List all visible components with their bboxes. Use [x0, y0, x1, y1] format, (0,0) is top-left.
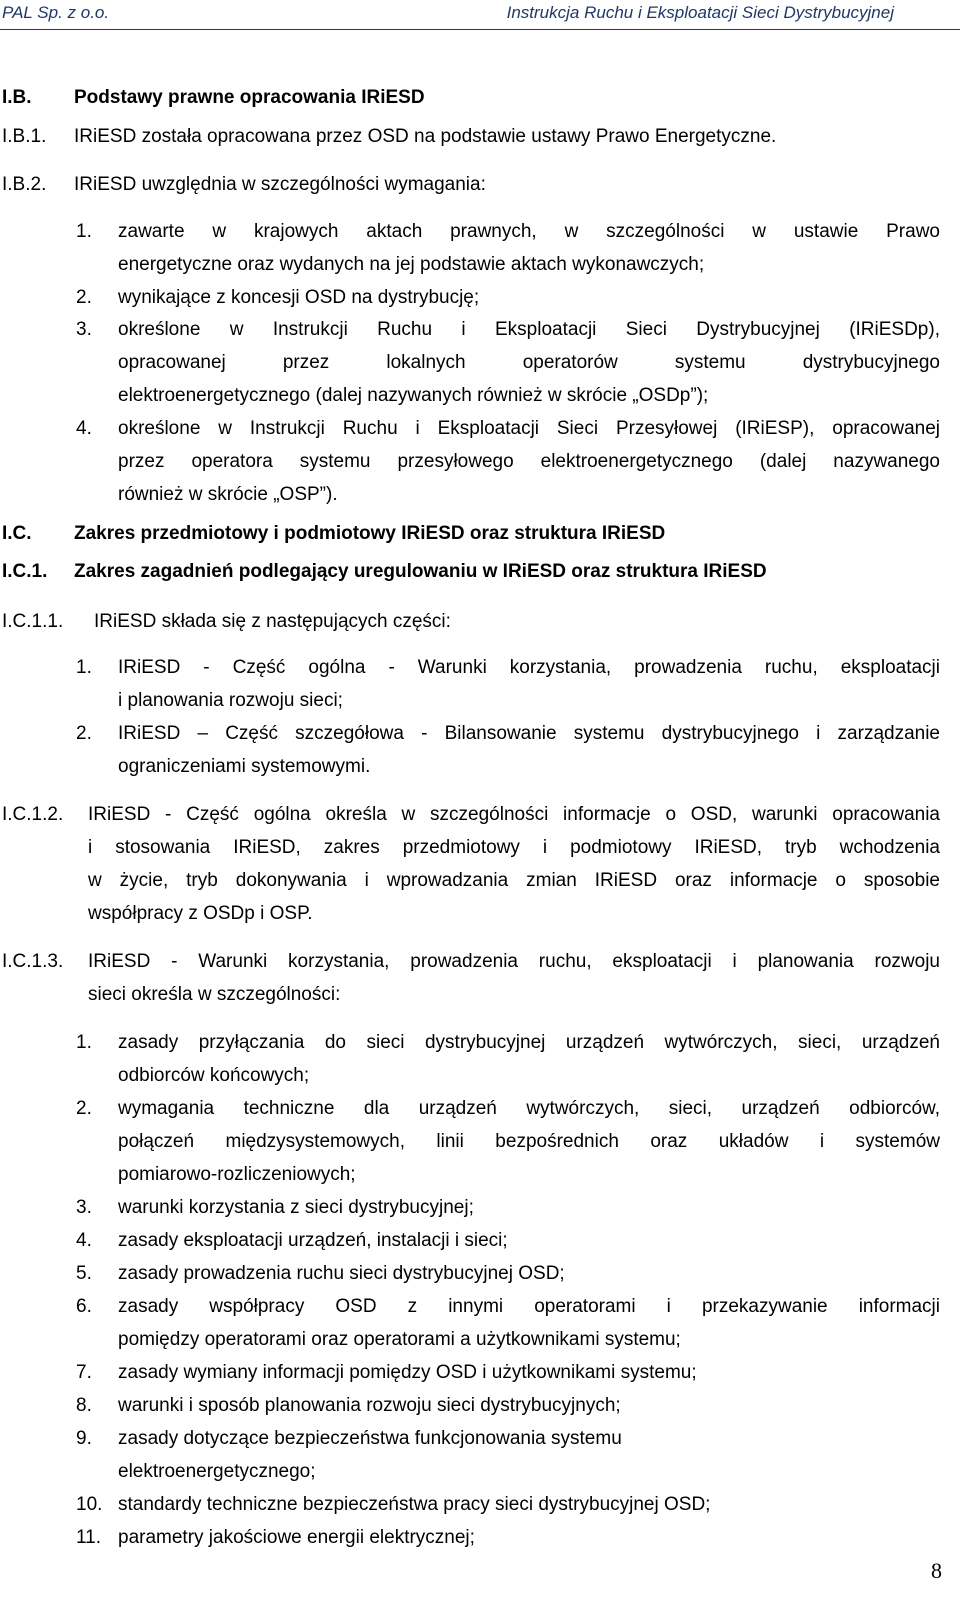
section-number: I.B.: [2, 87, 32, 108]
paragraph-line: sieci określa w szczególności:: [88, 984, 341, 1005]
list-item-line: IRiESD – Część szczegółowa - Bilansowanie systemu dystrybucyjnego i zarządzanie: [118, 723, 940, 744]
paragraph-line: IRiESD uwzględnia w szczególności wymagania:: [74, 174, 486, 195]
paragraph-line: IRiESD została opracowana przez OSD na podstawie ustawy Prawo Energetyczne.: [74, 126, 777, 147]
list-item-line: pomiarowo-rozliczeniowych;: [118, 1164, 356, 1185]
list-item-line: warunki i sposób planowania rozwoju sieci dystrybucyjnych;: [118, 1395, 621, 1416]
header-rule: [0, 29, 960, 30]
list-number: 8.: [76, 1395, 92, 1416]
list-number: 5.: [76, 1263, 92, 1284]
page-number: 8: [931, 1558, 942, 1583]
section-number: I.C.1.3.: [2, 951, 64, 972]
list-number: 4.: [76, 418, 92, 439]
list-item-line: parametry jakościowe energii elektrycznej;: [118, 1527, 475, 1548]
list-item-line: zawarte w krajowych aktach prawnych, w szczególności w ustawie Prawo: [118, 221, 940, 242]
list-item-line: pomiędzy operatorami oraz operatorami a użytkownikami systemu;: [118, 1329, 681, 1350]
paragraph-line: w życie, tryb dokonywania i wprowadzania zmian IRiESD oraz informacje o sposobie: [88, 870, 940, 891]
list-number: 1.: [76, 1032, 92, 1053]
list-number: 2.: [76, 287, 92, 308]
list-item-line: wynikające z koncesji OSD na dystrybucję;: [118, 287, 480, 308]
list-item-line: przez operatora systemu przesyłowego elektroenergetycznego (dalej nazywanego: [118, 451, 940, 472]
list-item-line: zasady współpracy OSD z innymi operatorami i przekazywanie informacji: [118, 1296, 940, 1317]
section-heading: Podstawy prawne opracowania IRiESD: [74, 87, 425, 108]
section-number: I.B.1.: [2, 126, 47, 147]
section-number: I.B.2.: [2, 174, 47, 195]
list-item-line: określone w Instrukcji Ruchu i Eksploatacji Sieci Przesyłowej (IRiESP), opracowanej: [118, 418, 940, 439]
list-number: 1.: [76, 657, 92, 678]
list-item-line: warunki korzystania z sieci dystrybucyjnej;: [118, 1197, 474, 1218]
paragraph-line: i stosowania IRiESD, zakres przedmiotowy i podmiotowy IRiESD, tryb wchodzenia: [88, 837, 940, 858]
paragraph-line: IRiESD - Część ogólna określa w szczególności informacje o OSD, warunki opracowania: [88, 804, 940, 825]
list-item-line: opracowanej przez lokalnych operatorów systemu dystrybucyjnego: [118, 352, 940, 373]
list-item-line: energetyczne oraz wydanych na jej podstawie aktach wykonawczych;: [118, 254, 705, 275]
paragraph-line: współpracy z OSDp i OSP.: [88, 903, 313, 924]
list-number: 11.: [76, 1527, 102, 1548]
list-item-line: odbiorców końcowych;: [118, 1065, 310, 1086]
list-item-line: IRiESD - Część ogólna - Warunki korzystania, prowadzenia ruchu, eksploatacji: [118, 657, 940, 678]
list-number: 1.: [76, 221, 92, 242]
list-number: 2.: [76, 1098, 92, 1119]
list-item-line: standardy techniczne bezpieczeństwa pracy sieci dystrybucyjnej OSD;: [118, 1494, 711, 1515]
list-item-line: określone w Instrukcji Ruchu i Eksploatacji Sieci Dystrybucyjnej (IRiESDp),: [118, 319, 940, 340]
list-item-line: zasady wymiany informacji pomiędzy OSD i użytkownikami systemu;: [118, 1362, 697, 1383]
section-heading: Zakres zagadnień podlegający uregulowaniu w IRiESD oraz struktura IRiESD: [74, 561, 767, 582]
list-item-line: również w skrócie „OSP”).: [118, 484, 338, 505]
section-number: I.C.1.: [2, 561, 48, 582]
list-item-line: elektroenergetycznego (dalej nazywanych również w skrócie „OSDp”);: [118, 385, 709, 406]
list-item-line: połączeń międzysystemowych, linii bezpośrednich oraz układów i systemów: [118, 1131, 940, 1152]
paragraph-line: IRiESD - Warunki korzystania, prowadzenia ruchu, eksploatacji i planowania rozwoju: [88, 951, 940, 972]
list-item-line: zasady eksploatacji urządzeń, instalacji i sieci;: [118, 1230, 508, 1251]
list-item-line: ograniczeniami systemowymi.: [118, 756, 371, 777]
list-item-line: wymagania techniczne dla urządzeń wytwórczych, sieci, urządzeń odbiorców,: [118, 1098, 940, 1119]
section-number: I.C.: [2, 523, 32, 544]
list-item-line: zasady przyłączania do sieci dystrybucyjnej urządzeń wytwórczych, sieci, urządzeń: [118, 1032, 940, 1053]
header-company: PAL Sp. z o.o.: [2, 3, 110, 22]
list-number: 10.: [76, 1494, 103, 1515]
list-number: 2.: [76, 723, 92, 744]
section-number: I.C.1.2.: [2, 804, 64, 825]
list-number: 3.: [76, 1197, 92, 1218]
list-item-line: zasady prowadzenia ruchu sieci dystrybucyjnej OSD;: [118, 1263, 565, 1284]
list-item-line: i planowania rozwoju sieci;: [118, 690, 343, 711]
list-number: 3.: [76, 319, 92, 340]
header-document-title: Instrukcja Ruchu i Eksploatacji Sieci Dystrybucyjnej: [506, 3, 894, 22]
page-header: [0, 0, 960, 30]
list-number: 9.: [76, 1428, 92, 1449]
section-number: I.C.1.1.: [2, 611, 64, 632]
paragraph-line: IRiESD składa się z następujących części:: [94, 611, 451, 632]
list-number: 6.: [76, 1296, 92, 1317]
list-number: 4.: [76, 1230, 92, 1251]
list-item-line: elektroenergetycznego;: [118, 1461, 316, 1482]
section-heading: Zakres przedmiotowy i podmiotowy IRiESD oraz struktura IRiESD: [74, 523, 666, 544]
list-item-line: zasady dotyczące bezpieczeństwa funkcjonowania systemu: [118, 1428, 622, 1449]
list-number: 7.: [76, 1362, 92, 1383]
